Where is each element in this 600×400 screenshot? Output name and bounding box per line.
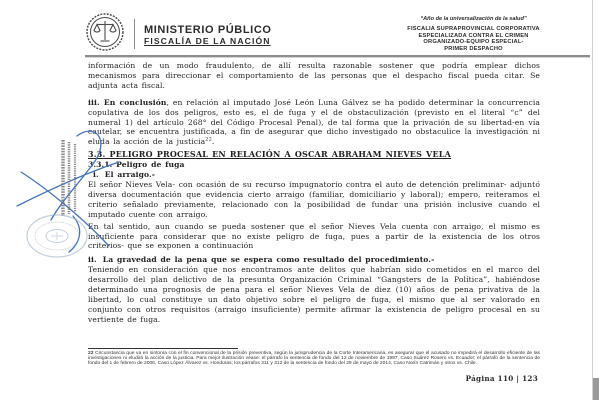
item-ii-number: ii. bbox=[88, 255, 97, 265]
header-left-block bbox=[85, 12, 272, 52]
round-seal-stamp bbox=[27, 215, 87, 257]
conclusion-period: . bbox=[211, 137, 215, 147]
ministry-name: MINISTERIO PÚBLICO bbox=[144, 24, 272, 36]
document-header bbox=[85, 12, 586, 52]
header-right-block bbox=[361, 12, 586, 52]
office-line-1: FISCALIA SUPRAPROVINCIAL CORPORATIVA bbox=[407, 26, 540, 32]
header-divider bbox=[134, 19, 135, 49]
fiscal-office-title bbox=[361, 26, 586, 52]
paragraph-arraigo: El señor Nieves Vela- con ocasión de su recurso impugnatorio contra el auto de detención preliminar- adjuntó diversa documentación que evidencia cierto arraigo (familiar, domiciliario y laboral); empero, reiteramos el criterio señalado previamente, relacionado con la posibilidad de fundar una prisión inclusive cuando el imputado cuente con arraigo. bbox=[88, 179, 540, 219]
office-line-3: ORGANIZADO-EQUIPO ESPECIAL- bbox=[423, 39, 524, 46]
page-edge-line bbox=[592, 0, 594, 400]
page-number: Página 110 | 123 bbox=[465, 374, 538, 383]
item-i-number: i. bbox=[93, 170, 99, 180]
footnote-text: Circunstancia que va en sintonía con el fin convencional de la prisión preventiva, según la jurisprudencia de la Corte Interamericana, es asegurar que el acusado no impedirá el desarrollo eficiente de las investigaciones ni eludirá la acción de la justicia. Para mejor ilustración véase: el párrafo la sentencia de fondo del 12 de noviembre de 1997, Caso Suárez Rosero vs. Ecuador; el párrafo de la sentencia de fondo del 1 de febrero de 2006, Caso López Álvarez vs. Honduras; los párrafos 311 y 312 de la sentencia de fondo del 29 de mayo de 2014, Caso Norín Catrimán y otros vs. Chile. bbox=[88, 351, 540, 366]
conclusion-body: , en relación al imputado José León Luna Gálvez se ha podido determinar la concurrencia copulativa de los dos peligros, esto es, el de fuga y el de obstaculización (previsto en el literal “c” del numeral 1) del artículo 268° del Código Procesal Penal), de tal forma que la privación de su libertad-en vía cautelar, se encuentra justificada, a fin de asegurar que dicho investigado no obstaculice la investigación ni eluda la acción de la justicia bbox=[88, 97, 540, 147]
paragraph-conclusion bbox=[88, 98, 540, 148]
section-heading-3-3: 3.3. PELIGRO PROCESAL EN RELACIÓN A OSCAR ABRAHAM NIEVES VELA bbox=[88, 149, 451, 160]
subsection-number: 3.3.1. bbox=[88, 160, 113, 170]
signature-stamp-graphic bbox=[15, 128, 125, 274]
paragraph-en-tal-sentido: En tal sentido, aun cuando se pueda sostener que el señor Nieves Vela cuenta con arraigo, el mismo es insuficiente para considerar que no existe peligro de fuga, pues a partir de la existencia de los otros criterios- que se exponen a continuación bbox=[88, 221, 540, 251]
item-i-heading bbox=[88, 170, 540, 180]
paragraph-gravedad: Teniendo en consideración que nos encontramos ante delitos que habrían sido cometidos en el marco del desarrollo del plan delictivo de la presunta Organización Criminal “Gangsters de la Política”, habiéndose determinado una prognosis de pena para el señor Nieves Vela de diez (10) años de pena privativa de la libertad, lo cual constituye un dato objetivo sobre el peligro de fuga, el mismo que al ser valorado en conjunto con otros requisitos (arraigo insuficiente) permite afirmar la existencia de peligro procesal en su vertiente de fuga. bbox=[88, 265, 540, 324]
footnote bbox=[88, 352, 540, 366]
footnote-rule bbox=[88, 348, 238, 349]
office-line-4: PRIMER DESPACHO bbox=[444, 45, 503, 52]
header-rule bbox=[85, 55, 590, 58]
fiscalia-name: FISCALÍA DE LA NACIÓN bbox=[144, 36, 271, 46]
paragraph-information: información de un modo fraudulento, de allí resulta razonable sostener que podría emplear dichos mecanismos para direccionar el comportamiento de las personas que el despacho fiscal pueda citar. Se adjunta acta fiscal. bbox=[88, 61, 540, 90]
conclusion-lead: iii. En conclusión bbox=[88, 97, 167, 107]
subsection-title: Peligro de fuga bbox=[116, 160, 185, 170]
justice-scales-seal-icon bbox=[85, 12, 125, 52]
year-motto: “Año de la universalización de la salud” bbox=[420, 16, 527, 22]
office-line-2: ESPECIALIZADA CONTRA EL CRIMEN bbox=[418, 32, 529, 39]
item-i-title: El arraigo.- bbox=[104, 170, 156, 180]
vertical-scrollbar-thumb[interactable] bbox=[593, 378, 599, 400]
subsection-heading-3-3-1 bbox=[88, 160, 540, 170]
document-body bbox=[88, 61, 540, 325]
footnote-number: 22 bbox=[88, 351, 94, 356]
footnote-reference: 22 bbox=[205, 136, 212, 143]
item-ii-heading bbox=[88, 255, 540, 265]
ministry-title-block bbox=[144, 18, 272, 46]
signature-stamp-area bbox=[15, 128, 125, 274]
item-ii-title: La gravedad de la pena que se espera como resultado del procedimiento.- bbox=[102, 255, 435, 265]
